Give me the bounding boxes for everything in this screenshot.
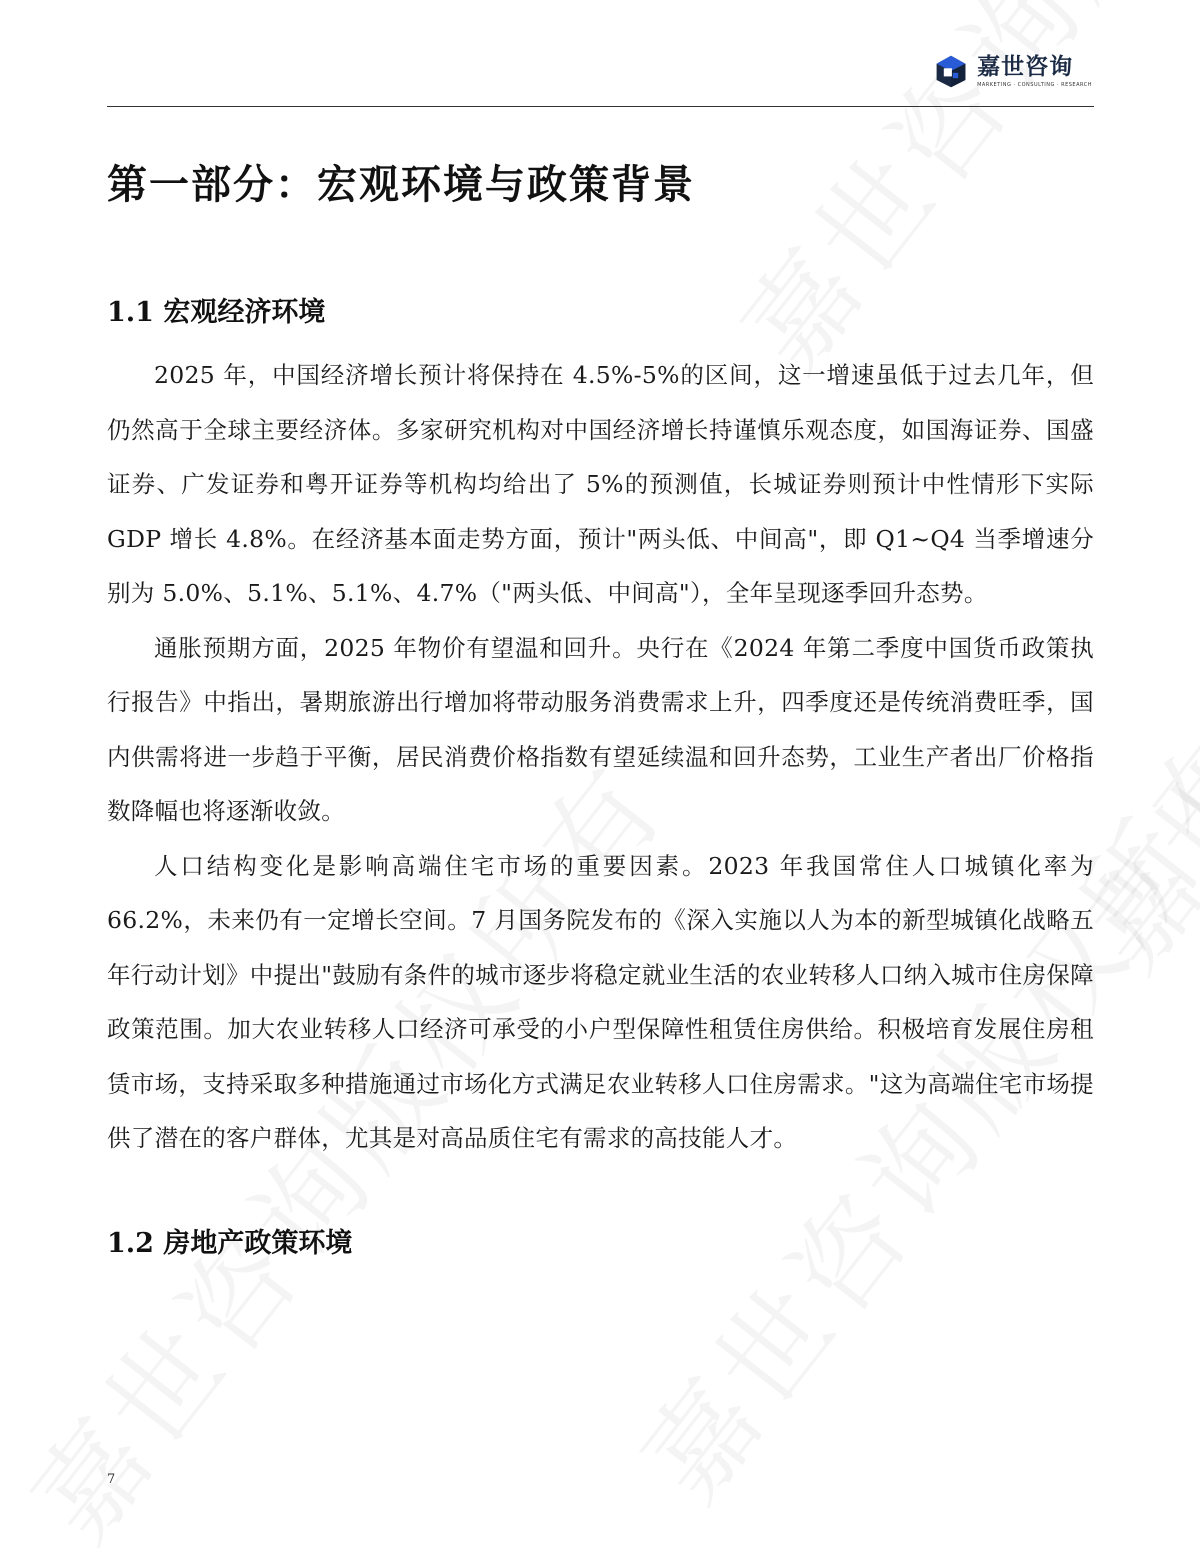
company-logo — [933, 53, 1092, 89]
section-heading-1-1: 1.1 宏观经济环境 — [107, 297, 326, 328]
section-heading-1-2: 1.2 房地产政策环境 — [107, 1227, 353, 1259]
paragraph: 人口结构变化是影响高端住宅市场的重要因素。2023 年我国常住人口城镇化率为 66.2%，未来仍有一定增长空间。7 月国务院发布的《深入实施以人为本的新型城镇化战略五年行动计划》中提出"鼓励有条件的城市逐步将稳定就业生活的农业转移人口纳入城市住房保障政策范围。加大农业转移人口经济可承受的小户型保障性租赁住房供给。积极培育发展住房租赁市场，支持采取多种措施通过市场化方式满足农业转移人口住房需求。"这为高端住宅市场提供了潜在的客户群体，尤其是对高品质住宅有需求的高技能人才。 — [107, 851, 1094, 1152]
page-number: 7 — [107, 1472, 116, 1487]
paragraph: 通胀预期方面，2025 年物价有望温和回升。央行在《2024 年第二季度中国货币政策执行报告》中指出，暑期旅游出行增加将带动服务消费需求上升，四季度还是传统消费旺季，国内供需将进一步趋于平衡，居民消费价格指数有望延续温和回升态势，工业生产者出厂价格指数降幅也将逐渐收敛。 — [107, 633, 1094, 825]
part-title: 第一部分：宏观环境与政策背景 — [107, 161, 695, 208]
logo-subtitle: MARKETING · CONSULTING · RESEARCH — [977, 82, 1092, 88]
logo-name: 嘉世咨询 — [977, 54, 1074, 80]
document-body — [107, 150, 1094, 1264]
page-header — [107, 40, 1094, 107]
logo-cube-icon — [933, 53, 969, 89]
paragraph: 2025 年，中国经济增长预计将保持在 4.5%-5%的区间，这一增速虽低于过去几年，但仍然高于全球主要经济体。多家研究机构对中国经济增长持谨慎乐观态度，如国海证券、国盛证券、广发证券和粤开证券等机构均给出了 5%的预测值，长城证券则预计中性情形下实际 GDP 增长 4.8%。在经济基本面走势方面，预计"两头低、中间高"，即 Q1~Q4 当季增速分别为 5.0%、5.1%、5.1%、4.7%（"两头低、中间高"），全年呈现逐季回升态势。 — [107, 361, 1094, 607]
